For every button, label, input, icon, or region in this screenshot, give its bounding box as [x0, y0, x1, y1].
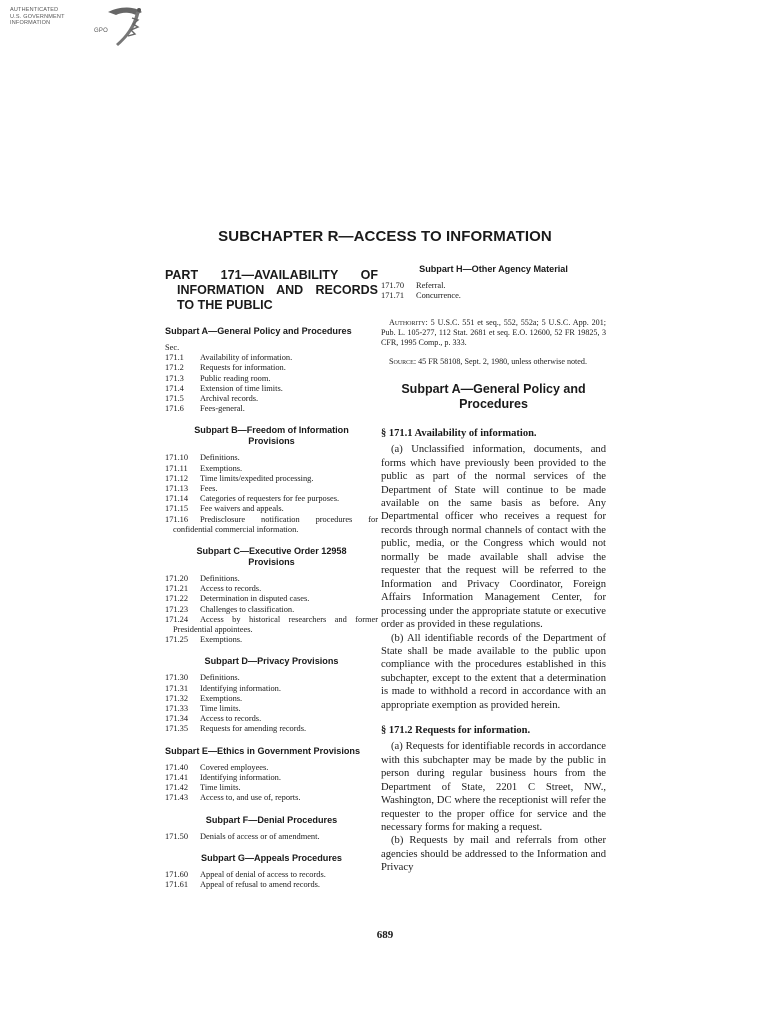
section-171-2-para-a: (a) Requests for identifiable records in accordance with this subchapter may be made by the public in person during regular business hours from the Department of State, 2201 C Street, NW., Washington, DC where the receptionist will refer the requester to the proper office for service and the necessary forms for making a request. [381, 741, 606, 833]
toc-entry-number: 171.40 [165, 762, 189, 772]
toc-entry-title: Covered employees. [200, 762, 269, 772]
toc-entry-title: Time limits. [200, 783, 241, 793]
toc-entry-title: Appeal of refusal to amend records. [200, 879, 320, 889]
source-note [381, 357, 606, 367]
toc-entry-title: Denials of access or of amendment. [200, 831, 320, 841]
toc-entry [165, 453, 378, 463]
toc-entry [165, 363, 378, 373]
toc-entry-number: 171.4 [165, 383, 184, 393]
toc-entry-number: 171.61 [165, 879, 189, 889]
toc-entry [165, 684, 378, 694]
toc-entry-title: Fees. [200, 484, 218, 494]
subpart-heading: Subpart C—Executive Order 12958 Provisions [196, 546, 347, 568]
seal-line-2: U.S. GOVERNMENT [10, 13, 65, 20]
section-171-2-para-b: (b) Requests by mail and referrals from other agencies should be addressed to the Information and Privacy [381, 835, 606, 874]
left-column [165, 264, 378, 890]
toc-entry [381, 291, 606, 301]
toc-entry-number: 171.21 [165, 584, 189, 594]
toc-entry-number: 171.43 [165, 793, 189, 803]
toc-entry-title: Requests for information. [200, 363, 286, 373]
toc-entry [165, 763, 378, 773]
toc-entry-number: 171.33 [165, 704, 189, 714]
toc-entry-title: Determination in disputed cases. [200, 594, 310, 604]
authentication-seal [10, 4, 150, 52]
toc-entry [165, 615, 378, 635]
toc-entry [381, 281, 606, 291]
toc-entry [165, 504, 378, 514]
subpart-heading: Subpart B—Freedom of Information Provisions [194, 425, 349, 447]
toc-entry-title: Access to records. [200, 584, 262, 594]
authority-text: 5 U.S.C. 551 et seq., 552, 552a; 5 U.S.C. App. 201; Pub. L. 105-277, 112 Stat. 2681 et seq. E.O. 12600, 52 FR 19825, 3 CFR, 1995 Comp., p. 333. [381, 317, 607, 348]
subpart-heading: Subpart D—Privacy Provisions [204, 656, 339, 667]
toc-entry [165, 870, 378, 880]
toc-entry-number: 171.12 [165, 473, 189, 483]
toc-entry-title: Concurrence. [416, 291, 461, 301]
toc-entry-title: Definitions. [200, 673, 240, 683]
toc-entry [165, 464, 378, 474]
toc-entry-title: Exemptions. [200, 463, 243, 473]
toc-entry-number: 171.15 [165, 504, 189, 514]
toc-entry [165, 793, 378, 803]
toc-entry-number: 171.11 [165, 463, 188, 473]
toc-entry-number: 171.22 [165, 594, 189, 604]
subpart-heading: Subpart A—General Policy and Procedures [165, 326, 352, 336]
toc-entry-title: Time limits. [200, 704, 241, 714]
toc-entry [165, 783, 378, 793]
toc-entry [165, 484, 378, 494]
section-171-1-para-b: (b) All identifiable records of the Department of State shall be made available to the public upon compliance with the procedures established in this subchapter, except to the extent that a determination is made to withhold a record in accordance with an appropriate exemption as provided herein. [381, 632, 606, 711]
toc-entry [165, 832, 378, 842]
subpart-a-heading: Subpart A—General Policy and Procedures [401, 382, 586, 412]
toc-entry-number: 171.13 [165, 484, 189, 494]
right-column [381, 264, 606, 875]
toc-entry-number: 171.71 [381, 291, 405, 301]
toc-entry-number: 171.41 [165, 772, 189, 782]
toc-entry-number: 171.42 [165, 783, 189, 793]
toc-entry-number: 171.10 [165, 453, 189, 463]
toc-entry-title: Extension of time limits. [200, 383, 283, 393]
subpart-h-heading: Subpart H—Other Agency Material [419, 264, 568, 274]
toc-entry-number: 171.31 [165, 683, 189, 693]
toc-entry-number: 171.24 [165, 614, 189, 624]
toc-entry [165, 515, 378, 535]
authority-label: Authority: [389, 317, 428, 327]
toc-entry-title: Archival records. [200, 394, 259, 404]
toc-entry [165, 694, 378, 704]
eagle-seal-icon [102, 4, 146, 50]
toc-entry [165, 880, 378, 890]
subpart-h-entries [381, 281, 606, 301]
part-title: PART 171—AVAILABILITY OF INFORMATION AND RECORDS TO THE PUBLIC [165, 268, 378, 312]
toc-entry-number: 171.25 [165, 635, 189, 645]
subpart-heading: Subpart E—Ethics in Government Provisions [165, 745, 361, 756]
toc-entry-number: 171.20 [165, 574, 189, 584]
section-171-1-heading: § 171.1 Availability of information. [381, 428, 537, 440]
toc-entry-title: Public reading room. [200, 373, 271, 383]
subchapter-title: SUBCHAPTER R—ACCESS TO INFORMATION [218, 228, 552, 245]
toc-entry [165, 384, 378, 394]
toc-entry-number: 171.6 [165, 404, 184, 414]
table-of-contents [165, 326, 378, 890]
toc-entry [165, 394, 378, 404]
toc-entry-number: 171.70 [381, 281, 405, 290]
toc-entry [165, 714, 378, 724]
toc-entry [165, 594, 378, 604]
toc-entry-number: 171.2 [165, 363, 184, 373]
authority-note [381, 318, 606, 349]
toc-entry-number: 171.32 [165, 693, 189, 703]
toc-entry-number: 171.50 [165, 831, 189, 841]
toc-entry-title: Definitions. [200, 453, 240, 463]
toc-entry-number: 171.14 [165, 494, 189, 504]
toc-entry-number: 171.23 [165, 604, 189, 614]
section-171-1-para-a: (a) Unclassified information, documents, and forms which have previously been provided to the public as part of the normal services of the Department of State will continue to be made available on the same basis as before. Any Departmental officer who receives a request for records through normal channels of contact with the public, media, or the Congress which would not normally be made available shall advise the requester that the request will be referred to the Information and Privacy Coordinator, Foreign Affairs Information Management Center, for processing under the appropriate statute or executive order as provided in these regulations. [381, 444, 606, 631]
toc-entry-title: Exemptions. [200, 693, 243, 703]
section-171-2-heading: § 171.2 Requests for information. [381, 725, 531, 737]
toc-entry-title: Definitions. [200, 574, 240, 584]
toc-entry-number: 171.16 [165, 514, 189, 524]
toc-entry-title: Availability of information. [200, 353, 293, 363]
toc-entry [165, 404, 378, 414]
toc-entry-title: Fees-general. [200, 404, 245, 414]
toc-entry-title: Challenges to classification. [200, 604, 295, 614]
toc-entry [165, 494, 378, 504]
toc-entry [165, 353, 378, 363]
toc-entry-title: Access to, and use of, reports. [200, 793, 301, 803]
seal-gpo: GPO [94, 27, 108, 34]
toc-entry-number: 171.60 [165, 869, 189, 879]
toc-entry [165, 605, 378, 615]
toc-entry-title: Referral. [416, 281, 446, 290]
toc-entry [165, 474, 378, 484]
toc-entry-title: Appeal of denial of access to records. [200, 869, 326, 879]
toc-entry-number: 171.30 [165, 673, 189, 683]
source-text: 45 FR 58108, Sept. 2, 1980, unless otherwise noted. [418, 356, 587, 366]
seal-line-3: INFORMATION [10, 20, 51, 26]
sec-label: Sec. [165, 343, 180, 352]
seal-line-1: AUTHENTICATED [10, 7, 59, 13]
toc-entry-title: Requests for amending records. [200, 724, 307, 734]
toc-entry-number: 171.35 [165, 724, 189, 734]
source-label: Source: [389, 356, 417, 366]
toc-entry-title: Categories of requesters for fee purposes. [200, 494, 340, 504]
toc-entry-title: Predisclosure notification procedures for confidential commercial information. [173, 514, 378, 534]
toc-entry-title: Identifying information. [200, 683, 281, 693]
toc-entry [165, 673, 378, 683]
toc-entry [165, 374, 378, 384]
toc-entry-title: Fee waivers and appeals. [200, 504, 284, 514]
toc-entry-number: 171.34 [165, 714, 189, 724]
toc-entry-title: Exemptions. [200, 635, 243, 645]
subpart-heading: Subpart F—Denial Procedures [205, 814, 338, 825]
toc-entry-title: Access to records. [200, 714, 262, 724]
toc-entry-number: 171.3 [165, 373, 184, 383]
toc-entry-title: Access by historical researchers and former Presidential appointees. [173, 614, 378, 635]
page-number: 689 [376, 929, 394, 941]
toc-entry-title: Time limits/expedited processing. [200, 473, 314, 483]
toc-entry-number: 171.5 [165, 394, 184, 404]
toc-entry-title: Identifying information. [200, 772, 281, 782]
toc-entry [165, 574, 378, 584]
toc-entry [165, 773, 378, 783]
subpart-heading: Subpart G—Appeals Procedures [201, 852, 342, 863]
toc-entry-number: 171.1 [165, 353, 184, 363]
toc-entry [165, 704, 378, 714]
toc-entry [165, 635, 378, 645]
toc-entry [165, 584, 378, 594]
toc-entry [165, 724, 378, 734]
